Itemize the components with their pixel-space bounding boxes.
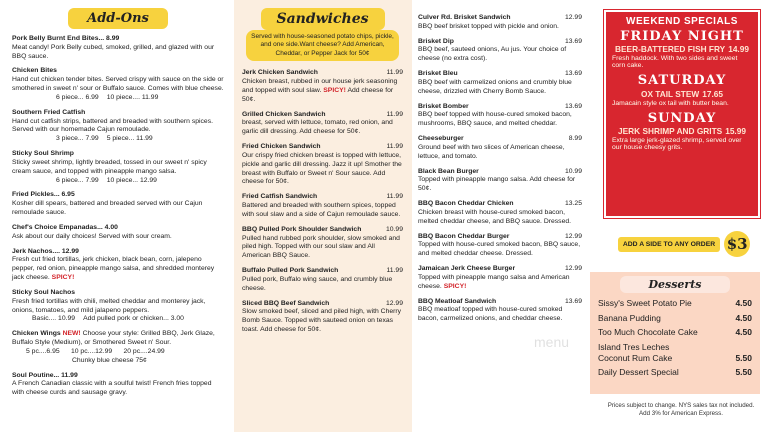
sandwich-price: 10.99	[385, 225, 403, 233]
addon-price: 10 piece... 12.99	[106, 176, 157, 184]
spicy-label: SPICY!	[51, 274, 75, 282]
dessert-name: Banana Pudding	[598, 312, 661, 323]
main-price: 13.69	[564, 297, 582, 305]
sandwich-name: Fried Catfish Sandwich	[242, 193, 318, 201]
addon-name: Soul Poutine... 11.99	[12, 371, 78, 379]
main-item	[418, 168, 582, 194]
special-desc: Extra large jerk-glazed shrimp, served over our house cheesy grits.	[612, 136, 742, 151]
main-price: 12.99	[564, 14, 582, 21]
addon-name: Chicken Bites	[12, 67, 57, 75]
addon-name: Sticky Soul Nachos	[12, 288, 76, 296]
sandwich-item	[242, 300, 403, 335]
sandwich-desc: Our crispy fried chicken breast is topped with lettuce, pickle and garlic dill dressing. Jazz it up! Smother the breast with Buffalo or Sweet n' Sour sauce. Add cheese for 50¢.	[242, 151, 402, 186]
main-name: BBQ Bacon Cheddar Chicken	[418, 200, 514, 208]
addon-desc: Ask about our daily choices! Served with sour cream.	[12, 232, 172, 240]
sandwich-item	[242, 69, 403, 104]
main-desc: Ground beef with two slices of American cheese, lettuce, and tomato.	[418, 143, 565, 160]
main-name: BBQ Meatloaf Sandwich	[418, 297, 497, 305]
addon-price: Add pulled pork or chicken... 3.00	[83, 315, 184, 323]
dessert-price: 5.50	[735, 367, 752, 378]
main-item	[418, 233, 582, 259]
main-name: Culver Rd. Brisket Sandwich	[418, 14, 511, 21]
dessert-name: Daily Dessert Special	[598, 367, 679, 378]
addon-price: 5 pc....6.95 10 pc....12.99 20 pc....24.99	[26, 347, 165, 355]
main-desc: BBQ beef topped with house-cured smoked bacon, mushrooms, BBQ sauce, and melted cheddar.	[418, 111, 572, 128]
main-name: Black Bean Burger	[418, 167, 479, 175]
sandwich-item	[242, 143, 403, 187]
main-price: 8.99	[568, 135, 582, 143]
sandwich-desc-after: Add cheese for 50¢.	[242, 86, 394, 103]
main-name: Cheeseburger	[418, 135, 464, 143]
mains-section	[412, 0, 588, 432]
main-name: Brisket Bleu	[418, 70, 458, 78]
main-desc: Chicken breast with house-cured smoked bacon, melted cheddar cheese, and BBQ sauce. Dressed.	[418, 208, 572, 225]
special-dish: BEER-BATTERED FISH FRY	[615, 44, 726, 55]
dessert-price: 4.50	[735, 298, 752, 308]
add-side-price: $3	[724, 231, 750, 257]
main-name: Brisket Bomber	[418, 102, 469, 110]
dessert-price: 4.50	[735, 327, 752, 338]
main-item	[418, 265, 582, 291]
addon-item	[12, 191, 224, 217]
addon-desc: Fresh fried tortillas with chili, melted cheddar and monterey jack, onions, tomatoes, and mild jalapeno peppers.	[12, 297, 206, 314]
addon-desc: Hand cut catfish strips, battered and breaded with southern spices. Served with our homemade Cajun remoulade.	[12, 117, 213, 134]
addon-name: Sticky Soul Shrimp	[12, 150, 74, 158]
main-item	[418, 14, 582, 32]
add-side-promo	[612, 232, 756, 256]
main-item	[418, 103, 582, 129]
addon-extra: Chunky blue cheese 75¢	[72, 356, 147, 364]
addon-name: Chicken Wings	[12, 330, 61, 338]
addon-item	[12, 248, 224, 283]
addon-item	[12, 372, 224, 398]
special-price: 14.99	[728, 44, 749, 55]
sandwiches-subtitle: Served with house-seasoned potato chips, pickle, and one side.Want cheese? Add American, Cheddar, or Pepper Jack for 50¢	[246, 30, 399, 61]
addon-price: 6 piece... 7.99	[56, 176, 99, 184]
special-sunday	[612, 112, 752, 151]
main-price: 13.69	[564, 102, 582, 110]
sandwich-item	[242, 267, 403, 293]
add-side-text: ADD A SIDE TO ANY ORDER	[618, 237, 720, 252]
addon-item	[12, 330, 224, 365]
main-price: 12.99	[564, 265, 582, 273]
sandwich-name: Jerk Chicken Sandwich	[242, 69, 318, 77]
dessert-price: 4.50	[735, 312, 752, 323]
main-price: 12.99	[564, 232, 582, 240]
addon-desc: Hand cut chicken tender bites. Served crispy with sauce on the side or smothered in sweet n' sour or Buffalo sauce. Comes with blue cheese.	[12, 76, 224, 93]
dessert-item	[598, 367, 752, 378]
sandwich-desc: Pulled pork, Buffalo wing sauce, and crumbly blue cheese.	[242, 275, 393, 292]
addon-item	[12, 35, 224, 61]
dessert-name: Island Tres Leches Coconut Rum Cake	[598, 341, 673, 363]
special-desc: Fresh haddock. With two sides and sweet corn cake.	[612, 55, 738, 70]
addon-desc: Sticky sweet shrimp, lightly breaded, tossed in our sweet n' spicy cream sauce, and topped with pineapple mango salsa.	[12, 158, 207, 175]
special-desc: Jamacain style ox tail with butter bean.	[612, 99, 729, 107]
sandwich-item	[242, 193, 403, 219]
dessert-item	[598, 298, 752, 309]
addon-desc: Kosher dill spears, battered and breaded served with our Cajun remoulade sauce.	[12, 200, 203, 217]
sandwich-price: 11.99	[386, 193, 403, 201]
dessert-item	[598, 342, 752, 363]
main-name: Jamaican Jerk Cheese Burger	[418, 265, 516, 273]
addon-desc: A French Canadian classic with a soulful twist! French fries topped with cheese curds and sausage gravy.	[12, 380, 212, 397]
weekend-specials-box	[604, 10, 760, 218]
sandwich-price: 11.99	[386, 69, 403, 77]
main-item	[418, 135, 582, 161]
addon-name: Fried Pickles... 6.95	[12, 191, 75, 199]
addons-title: Add-Ons	[68, 8, 168, 29]
special-price: 15.99	[725, 125, 746, 136]
dessert-name: Sissy's Sweet Potato Pie	[598, 298, 692, 308]
special-dish: OX TAIL STEW	[641, 88, 700, 99]
dessert-item	[598, 313, 752, 324]
main-item	[418, 200, 582, 226]
addon-desc: Meat candy! Pork Belly cubed, smoked, grilled, and glazed with our BBQ sauce.	[12, 43, 215, 60]
sandwich-item	[242, 111, 403, 137]
desserts-section	[590, 272, 760, 394]
addon-price: 6 piece... 6.99	[56, 93, 99, 101]
main-price: 13.69	[564, 70, 582, 78]
main-item	[418, 70, 582, 96]
main-price: 10.99	[564, 167, 582, 175]
main-name: Brisket Dip	[418, 37, 454, 45]
main-name: BBQ Bacon Cheddar Burger	[418, 232, 510, 240]
addon-price: 10 piece.... 11.99	[106, 93, 159, 101]
special-dish: JERK SHRIMP AND GRITS	[618, 125, 723, 136]
dessert-item	[598, 327, 752, 338]
addon-name: Jerk Nachos.... 12.99	[12, 247, 79, 255]
main-desc: BBQ beef with carmelized onions and crumbly blue cheese, drizzled with Cherry Bomb Sauce.	[418, 78, 572, 95]
special-day: FRIDAY NIGHT	[620, 29, 744, 44]
sandwiches-title: Sandwiches	[261, 8, 385, 30]
addon-item	[12, 289, 224, 324]
addon-price: 3 piece... 7.99	[56, 135, 99, 143]
main-price: 13.69	[564, 37, 582, 45]
sandwich-item	[242, 226, 403, 261]
main-item	[418, 38, 582, 64]
addon-price: 5 piece... 11.99	[106, 135, 153, 143]
sandwiches-section	[234, 0, 412, 432]
sandwich-name: Sliced BBQ Beef Sandwich	[242, 299, 330, 307]
addon-name: Southern Fried Catfish	[12, 108, 86, 116]
sandwich-name: BBQ Pulled Pork Shoulder Sandwich	[242, 225, 362, 233]
special-friday	[612, 30, 752, 69]
spicy-label: SPICY!	[443, 282, 467, 290]
main-desc: Topped with pineapple mango salsa. Add cheese for 50¢.	[418, 176, 576, 193]
addon-name: Pork Belly Burnt End Bites... 8.99	[12, 35, 120, 42]
sandwich-name: Buffalo Pulled Pork Sandwich	[242, 267, 339, 275]
dessert-name: Too Much Chocolate Cake	[598, 327, 698, 338]
main-desc: BBQ beef brisket topped with pickle and onion.	[418, 22, 559, 30]
addon-name: Chef's Choice Empanadas... 4.00	[12, 223, 118, 231]
new-label: NEW!	[62, 330, 81, 338]
price-disclaimer: Prices subject to change. NYS sales tax not included. Add 3% for American Express.	[607, 402, 755, 418]
addon-price: Basic.... 10.99	[32, 315, 76, 323]
sandwich-price: 11.99	[386, 143, 403, 151]
sandwich-price: 11.99	[386, 267, 403, 275]
addon-desc: Choose your style: Grilled BBQ, Jerk Glaze, Buffalo Style (Medium), or Smothered Sweet n' Sour.	[12, 330, 215, 347]
main-item	[418, 298, 582, 324]
sandwich-desc: Pulled hand rubbed pork shoulder, slow smoked and piled high. Topped with our soul slaw and All American BBQ Sauce.	[242, 234, 400, 260]
sandwich-price: 11.99	[386, 110, 403, 118]
desserts-title: Desserts	[620, 276, 730, 293]
sandwich-name: Fried Chicken Sandwich	[242, 143, 321, 151]
sandwich-desc: Chicken breast, rubbed in our house jerk seasoning and topped with soul slaw.	[242, 78, 398, 94]
main-desc: BBQ meatloaf topped with house-cured smoked bacon, carmelized onions, and cheddar cheese.	[418, 306, 563, 323]
addon-desc: Fresh cut fried tortillas, jerk chicken, black bean, corn, jalepeno pepper, red onion, pineapple mango salsa, and shredded monterey jack cheese.	[12, 256, 215, 282]
dessert-price: 5.50	[735, 352, 752, 363]
sandwich-price: 12.99	[385, 299, 403, 307]
main-desc: BBQ beef, sauteed onions, Au jus. Your choice of cheese (no extra cost).	[418, 46, 567, 63]
addon-item	[12, 109, 224, 144]
watermark: menu	[534, 334, 570, 350]
special-price: 17.65	[702, 88, 723, 99]
sandwich-desc: Battered and breaded with southern spices, topped with soul slaw and a side of Cajun remoulade sauce.	[242, 202, 401, 218]
special-day: SUNDAY	[647, 110, 717, 126]
addon-item	[12, 224, 224, 242]
main-desc: Topped with pineapple mango salsa and American cheese.	[418, 273, 570, 290]
sandwich-desc: Slow smoked beef, sliced and piled high, with Cherry Bomb Sauce. Topped with sauteed onion on texas toast. Add cheese for 50¢.	[242, 308, 402, 334]
addon-item	[12, 67, 224, 102]
specials-title: WEEKEND SPECIALS	[626, 16, 738, 27]
special-saturday	[612, 74, 752, 106]
sandwich-name: Grilled Chicken Sandwich	[242, 110, 326, 118]
addon-item	[12, 150, 224, 185]
spicy-label: SPICY!	[323, 86, 346, 94]
main-price: 13.25	[564, 200, 582, 208]
sandwich-desc: breast, served with lettuce, tomato, red onion, and garlic dill dressing. Add cheese for 50¢.	[242, 119, 393, 136]
main-desc: Topped with house-cured smoked bacon, BBQ sauce, and melted cheddar cheese. Dressed.	[418, 241, 581, 258]
special-day: SATURDAY	[637, 73, 727, 89]
addons-section	[0, 0, 234, 432]
